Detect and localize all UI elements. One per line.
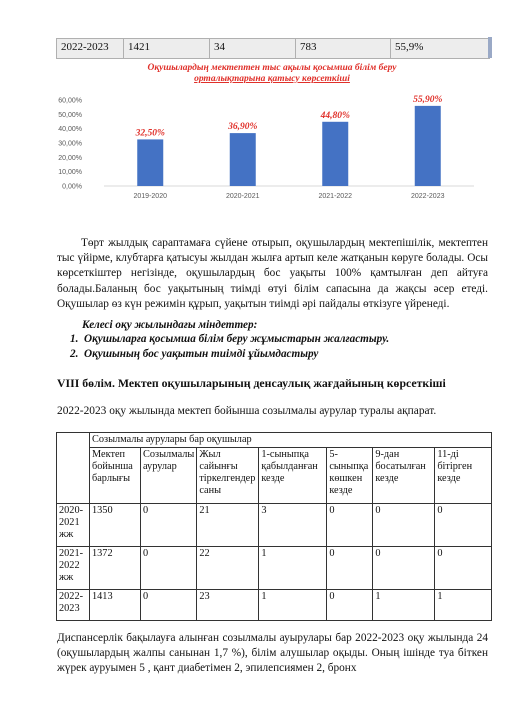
table-cell: 0 <box>435 547 492 590</box>
top-table-row <box>56 38 490 59</box>
x-tick-label: 2021-2022 <box>318 193 352 200</box>
table-cell: 1 <box>373 590 435 621</box>
x-tick-label: 2020-2021 <box>226 193 260 200</box>
table-corner-cell <box>57 433 90 504</box>
bar-data-label: 36,90% <box>228 122 258 133</box>
row-year: 2020-2021 жж <box>57 504 90 547</box>
bar <box>137 139 163 186</box>
table-cell: 0 <box>327 590 373 621</box>
column-header: 5-сыныпқа көшкен кезде <box>327 448 373 504</box>
column-header: 1-сыныпқа қабылданған кезде <box>259 448 327 504</box>
task-item-1 <box>70 333 389 345</box>
table-cell: 1 <box>259 547 327 590</box>
chronic-disease-table <box>56 432 492 621</box>
task-number: 2. <box>70 348 79 360</box>
table-cell: 22 <box>197 547 259 590</box>
bar <box>415 106 441 186</box>
table-cell: 0 <box>141 504 197 547</box>
chart-title-line-1: Оқушылардың мектептен тыс ақылы қосымша білім беру <box>147 63 397 73</box>
y-tick-label: 30,00% <box>58 140 82 148</box>
table-cell: 0 <box>373 504 435 547</box>
top-row-edge-marker <box>488 37 492 58</box>
top-row-col3: 783 <box>296 39 391 58</box>
section-heading: VIII бөлім. Мектеп оқушыларының денсаулық жағдайының көрсеткіші <box>57 376 446 390</box>
top-row-year: 2022-2023 <box>57 39 124 58</box>
table-cell: 0 <box>141 590 197 621</box>
y-tick-label: 40,00% <box>58 126 82 134</box>
bar <box>230 133 256 186</box>
top-row-total: 1421 <box>124 39 210 58</box>
column-header: 11-ді бітірген кезде <box>435 448 492 504</box>
table-cell: 3 <box>259 504 327 547</box>
table-cell: 21 <box>197 504 259 547</box>
top-row-col2: 34 <box>210 39 296 58</box>
row-year: 2022-2023 <box>57 590 90 621</box>
table-group-header: Созылмалы аурулары бар оқушылар <box>90 433 492 448</box>
y-tick-label: 50,00% <box>58 111 82 119</box>
table-cell: 1413 <box>90 590 141 621</box>
table-cell: 23 <box>197 590 259 621</box>
y-tick-label: 10,00% <box>58 169 82 177</box>
tasks-heading: Келесі оқу жылындағы міндеттер: <box>82 319 258 331</box>
task-text: Оқушыларға қосымша білім беру жұмыстарын жалғастыру. <box>83 333 390 345</box>
column-header: Жыл сайынғы тіркелгендер саны <box>197 448 259 504</box>
chart-title-line-2: орталықтарына қатысу көрсеткіші <box>194 74 350 84</box>
table-cell: 1350 <box>90 504 141 547</box>
table-cell: 1 <box>435 590 492 621</box>
bar-data-label: 32,50% <box>135 128 165 139</box>
chart-title <box>56 63 488 85</box>
table-cell: 1 <box>259 590 327 621</box>
y-tick-label: 0,00% <box>62 183 82 191</box>
table-cell: 0 <box>327 547 373 590</box>
task-text: Оқушының бос уақытын тиімді ұйымдастыру <box>83 348 319 360</box>
x-tick-label: 2022-2023 <box>411 193 445 200</box>
table-cell: 0 <box>141 547 197 590</box>
table-cell: 0 <box>435 504 492 547</box>
table-row <box>57 504 492 547</box>
table-caption: 2022-2023 оқу жылында мектеп бойынша созылмалы аурулар туралы ақпарат. <box>57 405 437 417</box>
y-tick-label: 60,00% <box>58 97 82 105</box>
analysis-paragraph: Төрт жылдық сараптамаға сүйене отырып, оқушылардың мектепішілік, мектептен тыс үйірме, клубтарға қатысуы жылдан жылға артып келе жатқанын көруге болады. Осы көрсеткіштер негізінде, оқушылардың бос уақыты 100% қамтылған деп айтуға болады.Баланың бос уақытының тиімді өтуі білім сапасына да жақсы әсер етеді. Оқушылар өз күн режимін құрып, уақытын тиімді әрі пайдалы өткізуге үйренеді. <box>57 237 488 310</box>
top-row-percent: 55,9% <box>395 41 424 53</box>
bar-data-label: 44,80% <box>320 110 350 121</box>
bar-chart <box>56 62 488 209</box>
column-header: 9-дан босатылған кезде <box>373 448 435 504</box>
y-tick-label: 20,00% <box>58 154 82 162</box>
bar-data-label: 55,90% <box>413 94 443 105</box>
x-tick-label: 2019-2020 <box>133 193 167 200</box>
column-header: Мектеп бойынша барлығы <box>90 448 141 504</box>
table-cell: 0 <box>327 504 373 547</box>
task-item-2 <box>70 348 318 360</box>
bar <box>322 122 348 186</box>
column-header: Созылмалы аурулар <box>141 448 197 504</box>
table-row <box>57 547 492 590</box>
table-cell: 1372 <box>90 547 141 590</box>
task-number: 1. <box>70 333 79 345</box>
dispensary-paragraph: Диспансерлік бақылауға алынған созылмалы ауырулары бар 2022-2023 оқу жылында 24 (оқушылардың жалпы санынан 1,7 %), білім алушылар оқыды. Оның ішінде туа біткен жүрек ауруымен 5 , қант диабетімен 2, эпилепсиямен 2, бронх <box>57 632 488 675</box>
table-row <box>57 590 492 621</box>
table-cell: 0 <box>373 547 435 590</box>
row-year: 2021-2022 жж <box>57 547 90 590</box>
